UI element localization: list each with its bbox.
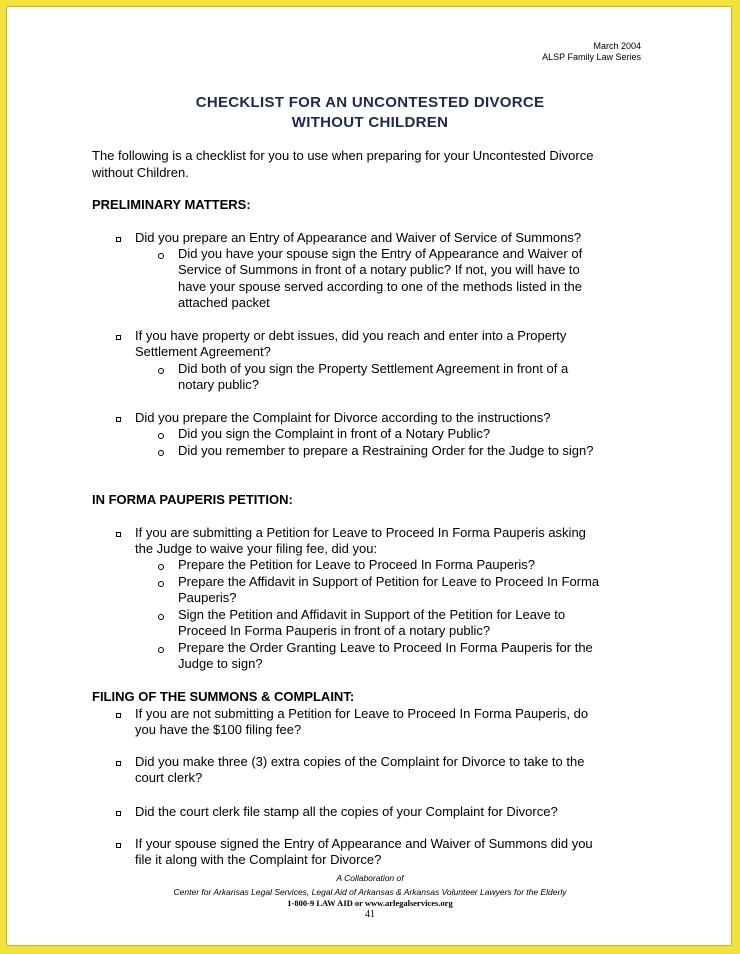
subitem-line: Did you have your spouse sign the Entry of Appearance and Waiver of xyxy=(178,246,583,261)
checklist-subitem xyxy=(178,607,658,640)
header-date: March 2004 xyxy=(593,41,641,51)
page-header xyxy=(542,41,641,63)
subitem-line: Did you remember to prepare a Restraining Order for the Judge to sign? xyxy=(178,443,594,458)
checklist-item xyxy=(135,525,655,558)
circle-bullet-icon xyxy=(158,614,164,620)
item-line: Did you prepare the Complaint for Divorce according to the instructions? xyxy=(135,410,551,425)
checklist-item xyxy=(135,836,655,869)
subitem-line: Pauperis? xyxy=(178,590,237,606)
subitem-line: Judge to sign? xyxy=(178,656,263,672)
subitem-line: Prepare the Petition for Leave to Proceed In Forma Pauperis? xyxy=(178,557,535,572)
circle-bullet-icon xyxy=(158,647,164,653)
item-line: If you are not submitting a Petition for Leave to Proceed In Forma Pauperis, do xyxy=(135,706,589,721)
item-line: Settlement Agreement? xyxy=(135,344,271,360)
section-heading-filing: FILING OF THE SUMMONS & COMPLAINT: xyxy=(92,689,355,704)
intro-line: without Children. xyxy=(92,165,189,180)
checklist-subitem xyxy=(178,640,658,673)
checklist-item xyxy=(135,706,655,739)
title-line-1: CHECKLIST FOR AN UNCONTESTED DIVORCE xyxy=(195,94,545,111)
subitem-line: Did both of you sign the Property Settlement Agreement in front of a xyxy=(178,361,569,376)
subitem-line: notary public? xyxy=(178,377,259,393)
page-footer xyxy=(7,873,733,920)
checklist-subitem xyxy=(178,557,658,573)
circle-bullet-icon xyxy=(158,253,164,259)
page-number: 41 xyxy=(365,909,375,920)
section-heading-ifp: IN FORMA PAUPERIS PETITION: xyxy=(92,492,293,507)
intro-paragraph xyxy=(92,147,652,181)
checklist-subitem xyxy=(178,574,658,607)
item-line: court clerk? xyxy=(135,770,203,786)
footer-orgs: Center for Arkansas Legal Services, Legal Aid of Arkansas & Arkansas Volunteer Lawyers for the Elderly xyxy=(173,887,567,897)
checklist-item xyxy=(135,328,655,361)
item-line: Did you make three (3) extra copies of the Complaint for Divorce to take to the xyxy=(135,754,585,769)
item-line: file it along with the Complaint for Divorce? xyxy=(135,852,382,868)
footer-collab: A Collaboration of xyxy=(336,873,404,883)
item-line: If your spouse signed the Entry of Appearance and Waiver of Summons did you xyxy=(135,836,593,851)
subitem-line: Proceed In Forma Pauperis in front of a notary public? xyxy=(178,623,491,639)
checkbox-bullet-icon xyxy=(116,237,121,242)
item-line: the Judge to waive your filing fee, did you: xyxy=(135,541,378,557)
circle-bullet-icon xyxy=(158,368,164,374)
subitem-line: Did you sign the Complaint in front of a Notary Public? xyxy=(178,426,491,441)
subitem-line: Prepare the Affidavit in Support of Petition for Leave to Proceed In Forma xyxy=(178,574,600,589)
item-line: If you have property or debt issues, did you reach and enter into a Property xyxy=(135,328,567,343)
checklist-item xyxy=(135,410,655,426)
document-page xyxy=(6,6,732,946)
subitem-line: Service of Summons in front of a notary public? If not, you will have to xyxy=(178,262,580,278)
checkbox-bullet-icon xyxy=(116,532,121,537)
section-heading-preliminary: PRELIMINARY MATTERS: xyxy=(92,197,251,212)
item-line: you have the $100 filing fee? xyxy=(135,722,302,738)
checklist-subitem xyxy=(178,443,658,459)
subitem-line: have your spouse served according to one of the methods listed in the xyxy=(178,278,582,294)
subitem-line: attached packet xyxy=(178,295,270,311)
checkbox-bullet-icon xyxy=(116,713,121,718)
item-line: Did you prepare an Entry of Appearance and Waiver of Service of Summons? xyxy=(135,230,582,245)
subitem-line: Prepare the Order Granting Leave to Proceed In Forma Pauperis for the xyxy=(178,640,593,655)
footer-contact: 1-800-9 LAW AID or www.arlegalservices.org xyxy=(287,898,453,908)
circle-bullet-icon xyxy=(158,581,164,587)
checkbox-bullet-icon xyxy=(116,811,121,816)
checklist-subitem xyxy=(178,246,658,312)
circle-bullet-icon xyxy=(158,564,164,570)
document-title xyxy=(7,93,733,133)
circle-bullet-icon xyxy=(158,433,164,439)
checkbox-bullet-icon xyxy=(116,417,121,422)
header-series: ALSP Family Law Series xyxy=(542,52,641,62)
title-line-2: WITHOUT CHILDREN xyxy=(291,114,449,131)
checklist-item xyxy=(135,804,655,820)
checklist-subitem xyxy=(178,426,658,442)
checklist-subitem xyxy=(178,361,658,394)
intro-line: The following is a checklist for you to use when preparing for your Uncontested Divorce xyxy=(92,148,594,163)
checklist-item xyxy=(135,754,655,787)
subitem-line: Sign the Petition and Affidavit in Support of the Petition for Leave to xyxy=(178,607,566,622)
item-line: Did the court clerk file stamp all the copies of your Complaint for Divorce? xyxy=(135,804,558,819)
checkbox-bullet-icon xyxy=(116,335,121,340)
item-line: If you are submitting a Petition for Leave to Proceed In Forma Pauperis asking xyxy=(135,525,586,540)
checkbox-bullet-icon xyxy=(116,761,121,766)
checklist-item xyxy=(135,230,655,246)
circle-bullet-icon xyxy=(158,450,164,456)
checkbox-bullet-icon xyxy=(116,843,121,848)
